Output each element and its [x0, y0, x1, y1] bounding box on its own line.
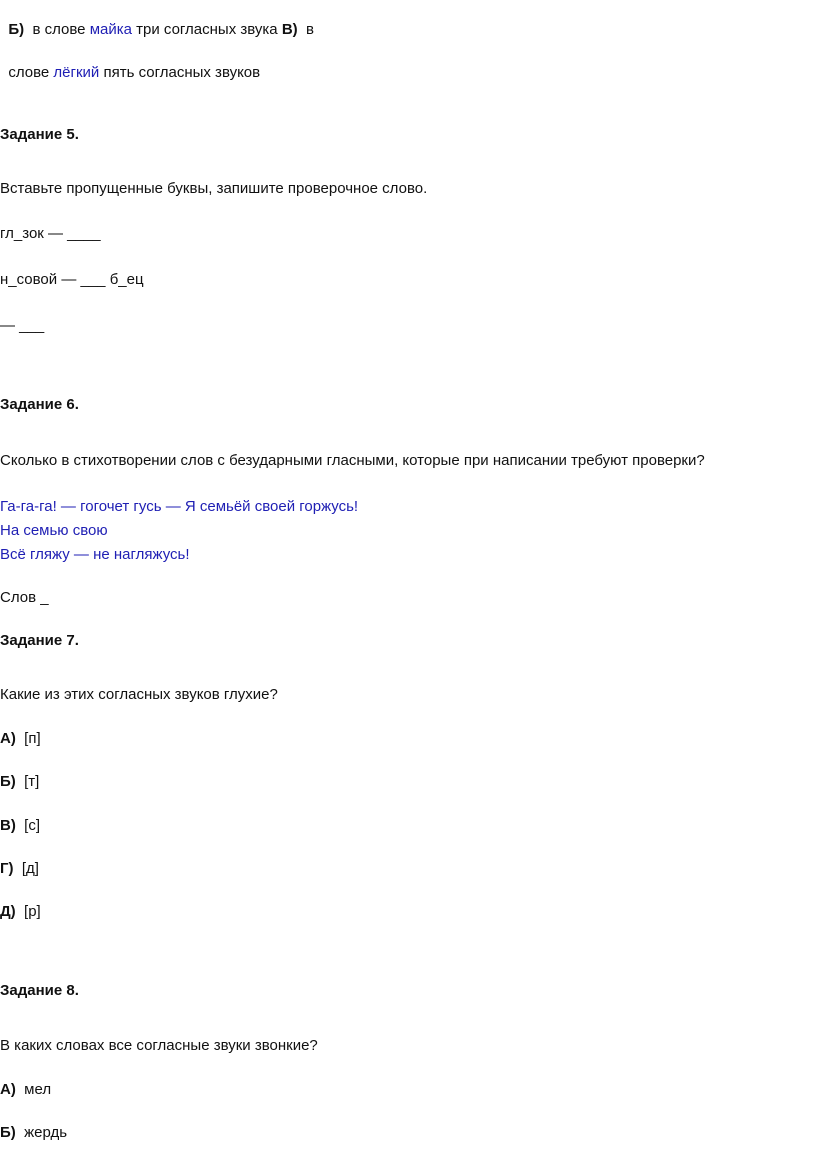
option-b-word: майка [89, 21, 132, 38]
option-text: [п] [24, 730, 41, 747]
option-label: Д) [0, 903, 16, 920]
option-label: А) [0, 730, 16, 747]
option-b-label: Б) [8, 21, 25, 38]
option-text: жердь [24, 1124, 68, 1141]
option-v-label: В) [281, 21, 298, 38]
task8-title: Задание 8. [0, 982, 79, 999]
task6-question: Сколько в стихотворении слов с безударными гласными, которые при написании требуют проверки? [0, 452, 705, 469]
task6-answer: Слов _ [0, 589, 49, 606]
poem-line-1: Га-га-га! — гогочет гусь — Я семьёй своей горжусь! [0, 498, 359, 515]
task5-title: Задание 5. [0, 126, 79, 143]
option-text: мел [24, 1081, 52, 1098]
task7-option-d [0, 903, 41, 921]
task5-item-3: — ___ [0, 317, 45, 334]
task8-question: В каких словах все согласные звуки звонкие? [0, 1037, 318, 1054]
task7-option-a [0, 730, 41, 748]
task7-option-b [0, 773, 39, 791]
option-text: [т] [24, 773, 40, 790]
option-label: Б) [0, 1124, 16, 1141]
task5-item-1: гл_зок — ____ [0, 225, 101, 242]
option-v-line [0, 46, 260, 82]
option-b-line [0, 3, 314, 39]
task7-title: Задание 7. [0, 632, 79, 649]
poem-line-3: Всё гляжу — не нагляжусь! [0, 546, 190, 563]
option-b-post: три согласных звука [136, 21, 278, 38]
option-label: А) [0, 1081, 16, 1098]
task7-question: Какие из этих согласных звуков глухие? [0, 686, 278, 703]
poem-line-2: На семью свою [0, 522, 108, 539]
option-label: В) [0, 817, 16, 834]
task5-item-2: н_совой — ___ б_ец [0, 271, 144, 288]
option-v-post: пять согласных звуков [103, 64, 261, 81]
option-text: [д] [21, 860, 39, 877]
task8-option-b [0, 1124, 67, 1142]
task6-title: Задание 6. [0, 396, 79, 413]
option-label: Г) [0, 860, 14, 877]
option-label: Б) [0, 773, 16, 790]
task5-instruction: Вставьте пропущенные буквы, запишите проверочное слово. [0, 180, 428, 197]
option-text: [с] [24, 817, 41, 834]
option-text: [р] [24, 903, 41, 920]
option-v-line2-pre: слове [8, 64, 50, 81]
task8-option-a [0, 1081, 51, 1099]
task7-option-v [0, 817, 40, 835]
option-v-word: лёгкий [53, 64, 100, 81]
task7-option-g [0, 860, 39, 878]
option-v-pre: в [305, 21, 314, 38]
option-b-pre: в слове [32, 21, 86, 38]
